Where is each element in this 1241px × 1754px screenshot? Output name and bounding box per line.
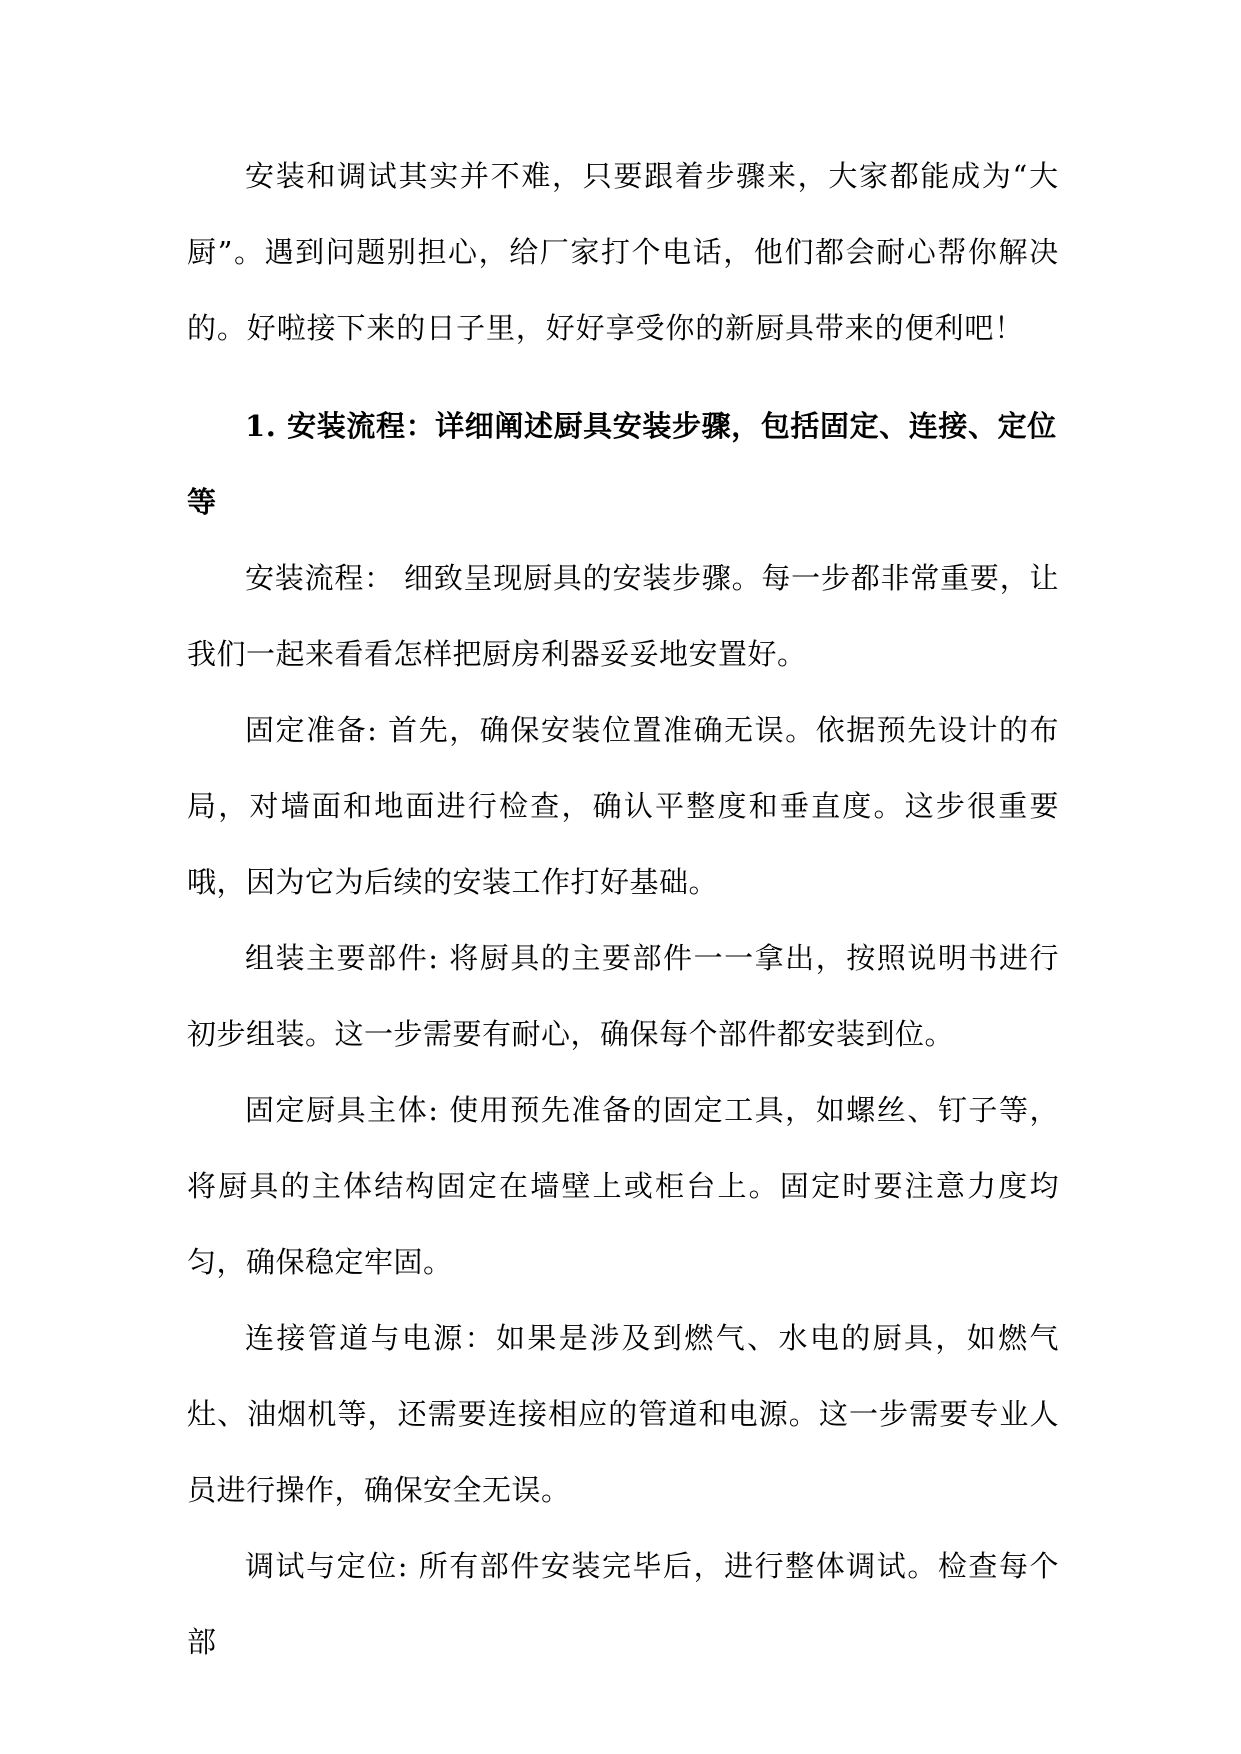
paragraph-assemble-parts: 组装主要部件: 将厨具的主要部件一一拿出，按照说明书进行初步组装。这一步需要有耐心，确保每个部件都安装到位。: [187, 941, 1059, 1051]
paragraph-installation-flow: 安装流程： 细致呈现厨具的安装步骤。每一步都非常重要，让我们一起来看看怎样把厨房利器妥妥地安置好。: [187, 561, 1059, 671]
paragraph-debug-positioning: 调试与定位: 所有部件安装完毕后，进行整体调试。检查每个部: [187, 1549, 1059, 1659]
section-heading: 1. 安装流程：详细阐述厨具安装步骤，包括固定、连接、定位等: [187, 409, 1057, 519]
paragraph-connect-pipes-power: 连接管道与电源：如果是涉及到燃气、水电的厨具，如燃气灶、油烟机等，还需要连接相应的管道和电源。这一步需要专业人员进行操作，确保安全无误。: [187, 1321, 1059, 1507]
document-body: [187, 138, 1059, 1680]
paragraph-fix-main-body: 固定厨具主体: 使用预先准备的固定工具，如螺丝、钉子等，将厨具的主体结构固定在墙壁上或柜台上。固定时要注意力度均匀，确保稳定牢固。: [187, 1093, 1059, 1279]
paragraph-fixing-preparation: 固定准备: 首先，确保安装位置准确无误。依据预先设计的布局，对墙面和地面进行检查，确认平整度和垂直度。这步很重要哦，因为它为后续的安装工作打好基础。: [187, 713, 1059, 899]
intro-paragraph: 安装和调试其实并不难，只要跟着步骤来，大家都能成为“大厨”。遇到问题别担心，给厂家打个电话，他们都会耐心帮你解决的。好啦接下来的日子里，好好享受你的新厨具带来的便利吧！: [187, 159, 1059, 345]
